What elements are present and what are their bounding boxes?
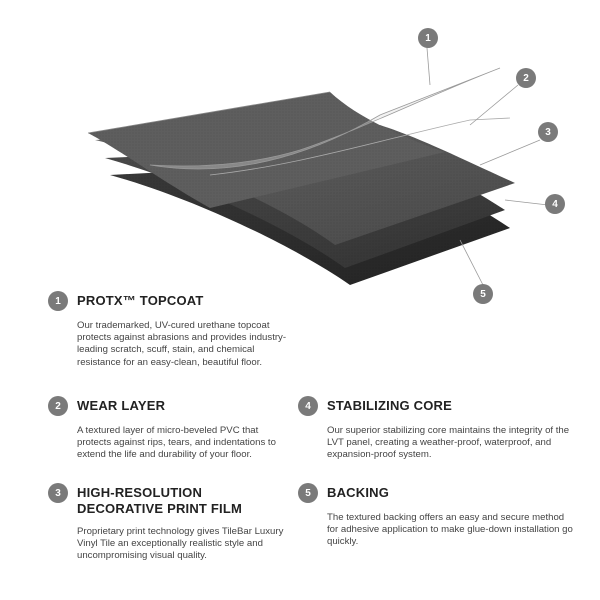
feature-title: HIGH-RESOLUTION DECORATIVE PRINT FILM (77, 485, 243, 516)
callout-4-badge: 4 (545, 194, 565, 214)
feature-number-badge: 3 (48, 483, 68, 503)
feature-number-badge: 1 (48, 291, 68, 311)
feature-description: Our trademarked, UV-cured urethane topcoat protects against abrasions and provides industry-leading scratch, scuff, stain, and chemical resistance for an easy-clean, beautiful floor. (77, 320, 287, 368)
feature-protx-topcoat (48, 291, 303, 369)
callout-5-badge: 5 (473, 284, 493, 304)
feature-stabilizing-core (298, 396, 588, 462)
feature-number-badge: 4 (298, 396, 318, 416)
feature-title: PROTX™ TOPCOAT (77, 293, 204, 308)
feature-print-film (48, 483, 303, 563)
feature-description: Proprietary print technology gives TileBar Luxury Vinyl Tile an exceptionally realistic style and uncompromising visual quality. (77, 526, 284, 562)
feature-description: The textured backing offers an easy and secure method for adhesive application to make glue-down installation go quickly. (327, 512, 573, 548)
feature-title: BACKING (327, 485, 390, 500)
callout-3-badge: 3 (538, 122, 558, 142)
callout-1-badge: 1 (418, 28, 438, 48)
feature-number-badge: 5 (298, 483, 318, 503)
feature-title: WEAR LAYER (77, 398, 166, 413)
feature-description: A textured layer of micro-beveled PVC that protects against rips, tears, and indentations to extend the life and durability of your floor. (77, 425, 276, 461)
feature-number-badge: 2 (48, 396, 68, 416)
feature-description: Our superior stabilizing core maintains the integrity of the LVT panel, creating a weather-proof, waterproof, and expansion-proof system. (327, 425, 570, 461)
feature-wear-layer (48, 396, 303, 462)
callout-2-badge: 2 (516, 68, 536, 88)
feature-backing (298, 483, 588, 549)
feature-title: STABILIZING CORE (327, 398, 453, 413)
